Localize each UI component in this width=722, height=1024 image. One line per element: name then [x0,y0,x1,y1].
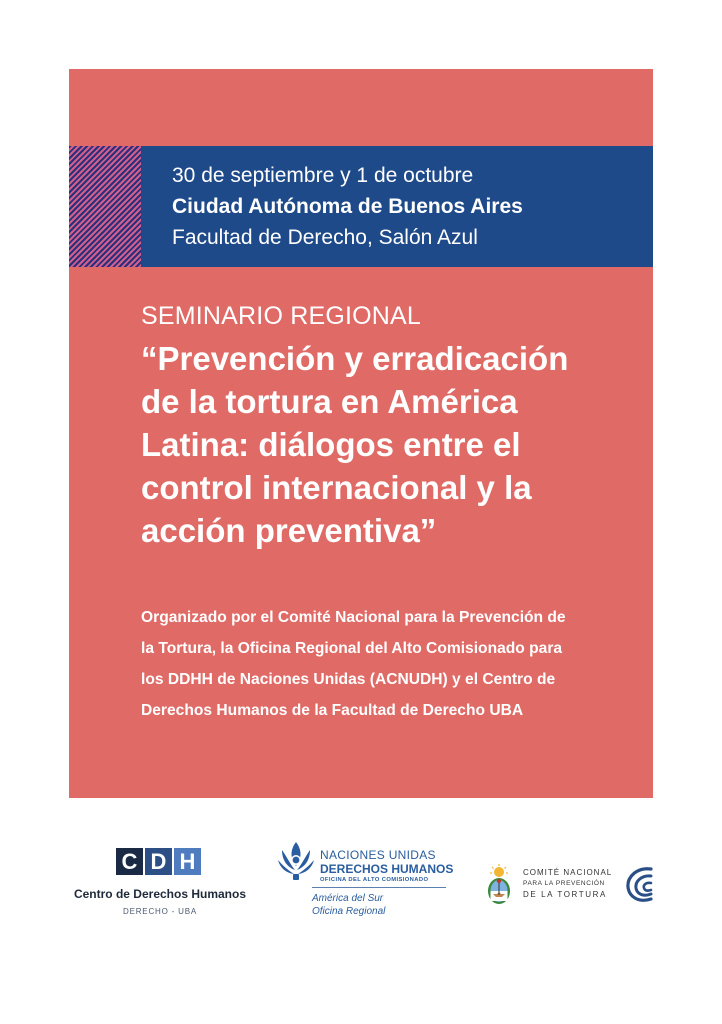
organizer-line: Organizado por el Comité Nacional para la Prevención de [141,609,566,626]
event-venue: Facultad de Derecho, Salón Azul [172,226,478,249]
seminar-label: SEMINARIO REGIONAL [141,302,422,330]
seminar-title [141,337,621,552]
un-line-office: Oficina Regional [312,906,386,917]
cdh-letter-c: C [116,848,143,875]
cdh-subtitle: DERECHO - UBA [123,907,197,916]
argentina-emblem-icon [482,864,516,908]
title-line: acción preventiva” [141,512,437,549]
event-city: Ciudad Autónoma de Buenos Aires [172,195,523,218]
title-line: de la tortura en América [141,383,518,420]
cnpt-swirl-icon [621,863,659,905]
un-emblem-icon [276,840,316,882]
organizer-line: los DDHH de Naciones Unidas (ACNUDH) y el Centro de [141,671,556,688]
title-line: “Prevención y erradicación [141,340,569,377]
un-divider [312,887,446,888]
cnpt-line-prevencion: PARA LA PREVENCIÓN [523,880,605,887]
event-date: 30 de septiembre y 1 de octubre [172,164,474,187]
un-human-rights-logo [276,838,456,928]
cdh-letter-h: H [174,848,201,875]
un-line-naciones-unidas: NACIONES UNIDAS [320,848,436,862]
un-line-region: América del Sur [312,893,384,904]
cnpt-line-comite: COMITÉ NACIONAL [523,868,613,877]
organizer-line: Derechos Humanos de la Facultad de Derecho UBA [141,702,524,719]
cnpt-logo [482,860,662,920]
poster [69,69,653,798]
un-line-derechos-humanos: DERECHOS HUMANOS [320,862,454,876]
cdh-letter-boxes [116,848,201,875]
title-line: control internacional y la [141,469,532,506]
hatch-pattern [69,146,141,267]
cdh-name: Centro de Derechos Humanos [73,887,247,901]
cdh-logo [60,848,260,928]
title-line: Latina: diálogos entre el [141,426,521,463]
event-info [172,160,523,253]
un-line-oficina: OFICINA DEL ALTO COMISIONADO [320,877,429,883]
organizer-text [141,602,641,726]
organizer-line: la Tortura, la Oficina Regional del Alto Comisionado para [141,640,563,657]
cnpt-line-tortura: DE LA TORTURA [523,890,607,899]
cdh-letter-d: D [145,848,172,875]
event-info-band [69,146,653,267]
